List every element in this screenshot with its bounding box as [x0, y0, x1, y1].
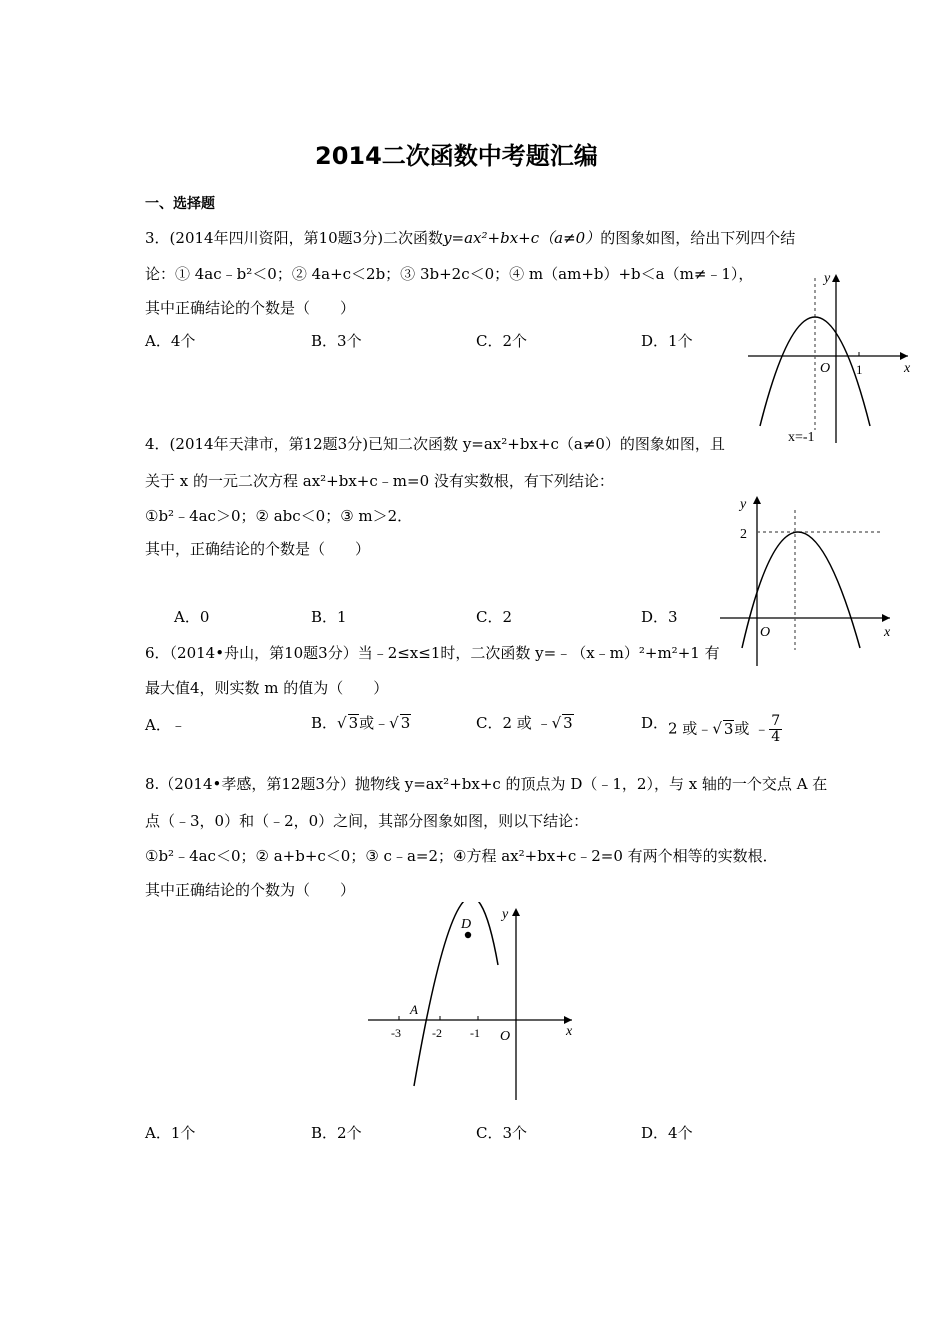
- q8-x-arrow-icon: [564, 1016, 572, 1024]
- q6-option-d: 2 或﹣√ 3或 ﹣ $\frac{7}{4}$: [668, 713, 781, 745]
- q6-line-1: 6．（2014•舟山，第10题3分）当﹣2≤x≤1时，二次函数 y=﹣（x﹣m）²+m²+1 有: [145, 644, 720, 662]
- q8-line-1: 8.（2014•孝感，第12题3分）抛物线 y=ax²+bx+c 的顶点为 D（﹣1，2），与 x 轴的一个交点 A 在: [145, 775, 828, 793]
- q8-tick-label-m3: -3: [391, 1026, 401, 1040]
- q4-x-arrow-icon: [882, 614, 890, 622]
- q8-tick-label-m1: -1: [470, 1026, 480, 1040]
- q4-x-label: x: [884, 625, 891, 640]
- q6-line-2: 最大值4，则实数 m 的值为（ ）: [145, 679, 389, 697]
- q6-option-a: A．﹣: [145, 716, 186, 734]
- q4-line-4: 其中，正确结论的个数是（ ）: [145, 540, 371, 558]
- q8-line-2: 点（﹣3，0）和（﹣2，0）之间，其部分图象如图，则以下结论：: [145, 812, 589, 830]
- q3-line-1: 3．(2014年四川资阳，第10题3分)二次函数y=ax²+bx+c（a≠0）的图象如图，给出下列四个结: [145, 229, 796, 247]
- q4-origin-label: O: [760, 625, 771, 640]
- q4-line-3: ①b²﹣4ac＞0；② abc＜0；③ m＞2．: [145, 507, 413, 525]
- q8-x-label: x: [566, 1024, 573, 1039]
- q3-option-a: A．4个: [145, 332, 196, 350]
- q3-option-d: D．1个: [641, 332, 693, 350]
- q4-option-b: B．1: [311, 608, 347, 626]
- page-title: 2014二次函数中考题汇编: [315, 142, 598, 170]
- q8-option-b: B．2个: [311, 1124, 362, 1142]
- q3-line-2: 论：① 4ac﹣b²＜0；② 4a+c＜2b；③ 3b+2c＜0；④ m（am+b）+b＜a（m≠﹣1），: [145, 265, 754, 283]
- q6-fraction: $\frac{7}{4}$: [771, 713, 781, 745]
- q8-vertex-point: [465, 932, 471, 938]
- q3-y-arrow-icon: [832, 274, 840, 282]
- q4-option-d: D．3: [641, 608, 678, 626]
- q4-y-label: y: [740, 497, 747, 512]
- q6-option-d-label: D．: [641, 714, 669, 732]
- q4-y-arrow-icon: [753, 496, 761, 504]
- q3-option-c: C．2个: [476, 332, 528, 350]
- q8-line-4: 其中正确结论的个数为（ ）: [145, 881, 356, 899]
- q8-line-3: ①b²﹣4ac＜0；② a+b+c＜0；③ c﹣a=2；④方程 ax²+bx+c﹣2=0 有两个相等的实数根．: [145, 847, 778, 865]
- q8-option-d: D．4个: [641, 1124, 693, 1142]
- q3-option-b: B．3个: [311, 332, 362, 350]
- q4-option-a: A．0: [174, 608, 210, 626]
- q4-option-c: C．2: [476, 608, 513, 626]
- q4-two-label: 2: [740, 527, 747, 542]
- q8-option-a: A．1个: [145, 1124, 196, 1142]
- q8-y-label: y: [502, 907, 509, 922]
- q6-option-c: C．2 或 ﹣√ 3: [476, 714, 573, 732]
- q3-one-label: 1: [856, 362, 863, 377]
- section-heading: 一、选择题: [145, 196, 215, 212]
- q3-x-arrow-icon: [900, 352, 908, 360]
- q8-vertex-label: D: [461, 917, 472, 932]
- q4-line-2: 关于 x 的一元二次方程 ax²+bx+c﹣m=0 没有实数根，有下列结论：: [145, 472, 614, 490]
- q4-graph: [712, 490, 902, 670]
- q3-graph: [740, 268, 920, 448]
- q8-a-label: A: [410, 1002, 418, 1017]
- q8-origin-label: O: [500, 1029, 511, 1044]
- q3-line-3: 其中正确结论的个数是（ ）: [145, 299, 356, 317]
- q8-tick-label-m2: -2: [432, 1026, 442, 1040]
- q8-parabola: [414, 902, 498, 1086]
- q3-origin-label: O: [820, 361, 831, 376]
- q3-y-label: y: [824, 271, 831, 286]
- q3-axis-label: x=-1: [788, 430, 815, 445]
- q8-graph: [362, 902, 584, 1102]
- q8-y-arrow-icon: [512, 908, 520, 916]
- q4-line-1: 4．(2014年天津市，第12题3分)已知二次函数 y=ax²+bx+c（a≠0）的图象如图，且: [145, 435, 725, 453]
- q8-option-c: C．3个: [476, 1124, 528, 1142]
- q6-option-b: B．√ 3或﹣√ 3: [311, 714, 411, 732]
- q3-x-label: x: [904, 361, 911, 376]
